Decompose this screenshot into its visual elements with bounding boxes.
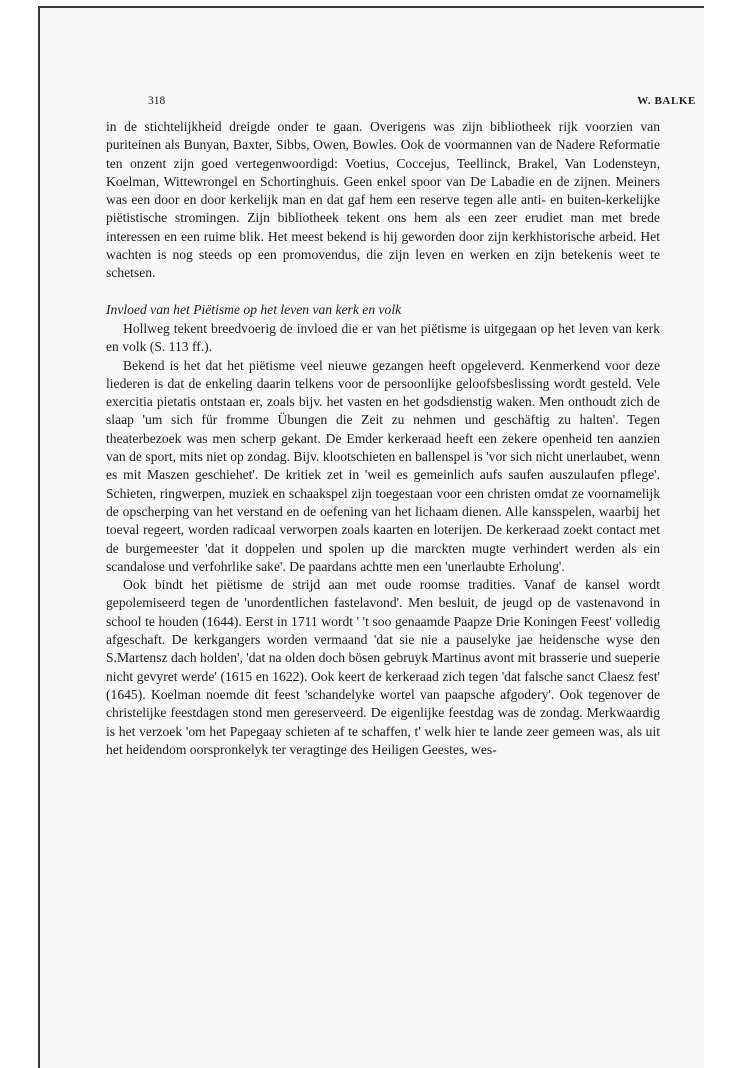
paragraph-hollweg: Hollweg tekent breedvoerig de invloed die er van het piëtisme is uitgegaan op het leven van kerk en volk (S. 113 ff.).	[106, 320, 660, 355]
paragraph-meiners-library: in de stichtelijkheid dreigde onder te gaan. Overigens was zijn bibliotheek rijk voorzien van puriteinen als Bunyan, Baxter, Sibbs, Owen, Bowles. Ook de voormannen van de Nadere Reformatie ten onzent zijn goed vertegenwoordigd: Voetius, Coccejus, Teellinck, Brakel, Van Lodensteyn, Koelman, Wittewrongel en Schortinghuis. Geen enkel spoor van De Labadie en de zijnen. Meiners was een door en door kerkelijk man en dat gaf hem een reserve tegen alle anti- en buiten-kerkelijke piëtistische stromingen. Zijn bibliotheek tekent ons hem als een zeer erudiet man met brede interessen en een ruime blik. Het meest bekend is hij geworden door zijn kerkhistorische arbeid. Het wachten is nog steeds op een promovendus, die zijn leven en werken en zijn betekenis weet te schetsen.	[106, 119, 660, 281]
running-head	[148, 95, 700, 111]
paragraph-hymns-and-sport: Bekend is het dat het piëtisme veel nieuwe gezangen heeft opgeleverd. Kenmerkend voor deze liederen is dat de enkeling daarin telkens voor de persoonlijke geloofsbeslissing wordt gesteld. Vele exercitia pietatis ontstaan er, zoals bijv. het vasten en het godsdienstig waken. Men onthoudt zich de slaap 'um sich für fromme Übungen die Zeit zu nehmen und geschäftig zu halten'. Tegen theaterbezoek was men scherp gekant. De Emder kerkeraad heeft een zekere openheid ten aanzien van de sport, mits niet op zondag. Bijv. klootschieten en ballenspel is 'vor sich nicht unerlaubet, wenn es mit Maszen geschiehet'. De kritiek zet in 'weil es gemeinlich aufs saufen auszulaufen pflege'. Schieten, ringwerpen, muziek en schaakspel zijn toegestaan voor een christen omdat ze voornamelijk de opscherping van het verstand en de oefening van het lichaam dienen. Alle kansspelen, waarbij het toeval regeert, worden radicaal verworpen zoals kaarten en loterijen. De kerkeraad zoekt contact met de burgemeester 'dat it doppelen und spolen up die marckten mugte verhindert werden als ein scandalose und verfohrlike sake'. De paardans achtte men een 'unerlaubte Erholung'.	[106, 357, 660, 574]
page-number: 318	[148, 95, 166, 107]
running-head-author: W. BALKE	[637, 95, 696, 107]
paragraph-roman-traditions: Ook bindt het piëtisme de strijd aan met oude roomse tradities. Vanaf de kansel wordt gepolemiseerd tegen de 'unordentlichen fastelavond'. Men besluit, de jeugd op de vastenavond in school te houden (1644). Eerst in 1711 wordt ' 't soo genaamde Paapze Drie Koningen Feest' volledig afgeschaft. De kerkgangers worden vermaand 'dat sie nie a pauselyke jae heidensche wyse den S.Martensz dach holden', 'dat na olden doch bösen gebruyk Martinus avont mit brasserie und sueperie nicht gevyret werde' (1615 en 1622). Ook keert de kerkeraad zich tegen 'dat falsche sanct Claesz fest' (1645). Koelman noemde dit feest 'schandelyke wortel van paapsche afgodery'. Ook tegenover de christelijke feestdagen stond men gereserveerd. De eigenlijke feestdag was de zondag. Merkwaardig is het verzoek 'om het Papegaay schieten af te schaffen, t' welk hier te lande zeer gemeen was, als uit het heidendom oorspronkelyk ter veragtinge des Heiligen Geestes, wes-	[106, 577, 660, 757]
body-text	[106, 118, 660, 759]
section-heading: Invloed van het Piëtisme op het leven van kerk en volk	[106, 301, 402, 317]
